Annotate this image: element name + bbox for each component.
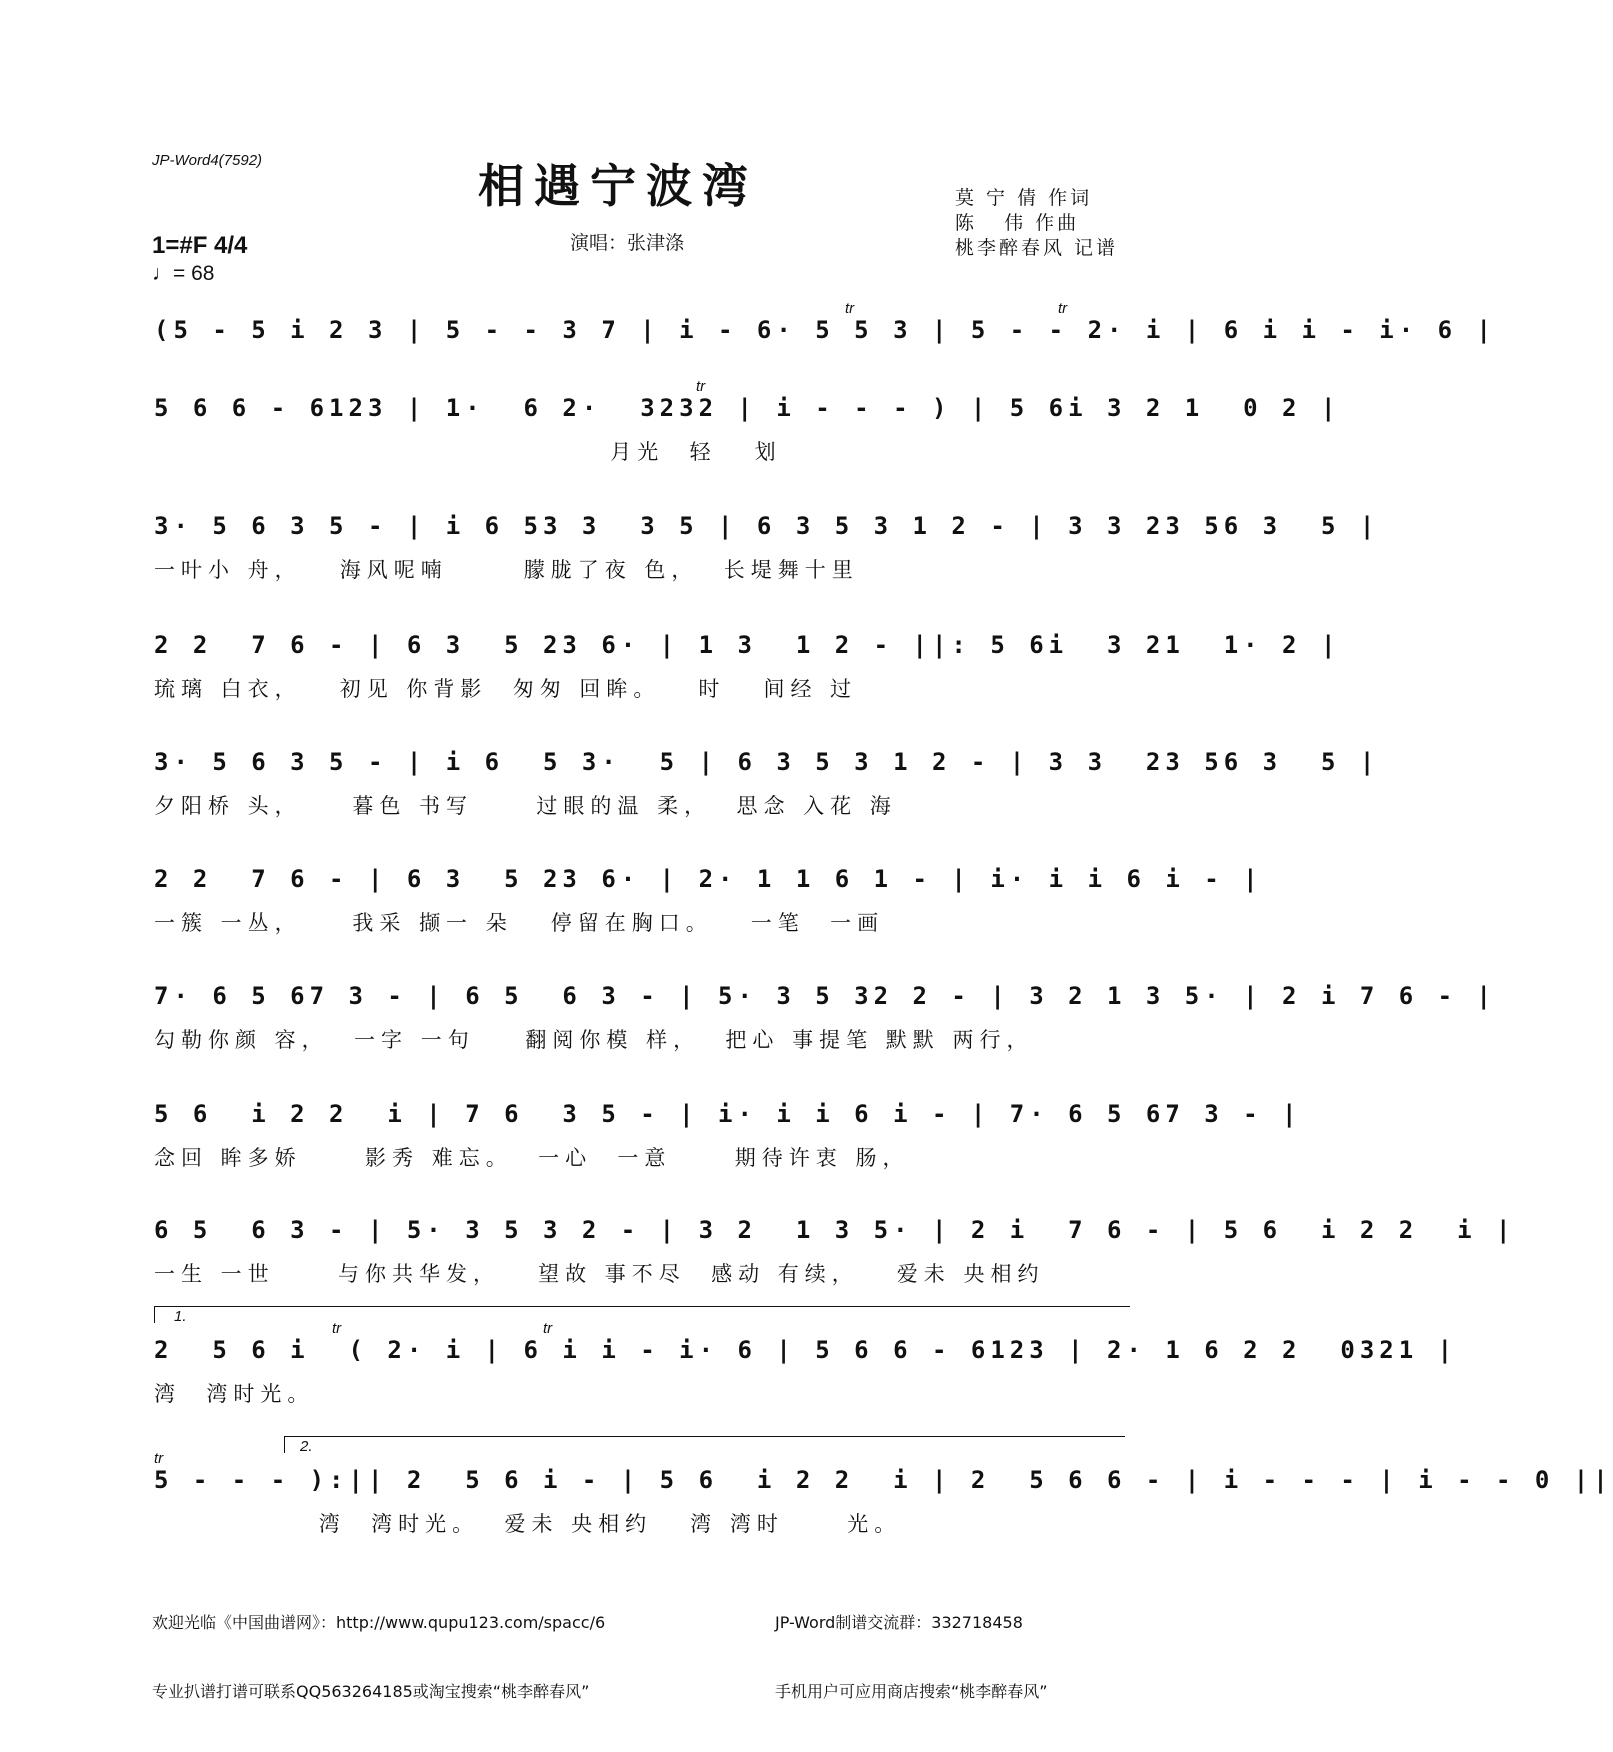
singer-credit: 演唱：张津涤 [570,232,685,254]
software-label: JP-Word4(7592) [152,152,263,169]
trill-mark: tr [696,378,706,395]
second-ending-label: 2. [300,1438,313,1455]
notation-line: 7· 6 5 67 3 - | 6 5 6 3 - | 5· 3 5 32 2 - | 3 2 1 3 5· | 2 i 7 6 - | [154,982,1496,1010]
lyric-line: 念回 眸多娇 影秀 难忘。 一心 一意 期待许衷 肠， [154,1146,910,1170]
lyric-line: 勾勒你颜 容， 一字 一句 翻阅你模 样， 把心 事提笔 默默 两行， [154,1028,1034,1052]
footer-line: JP-Word制谱交流群：332718458 [775,1613,1023,1632]
trill-mark: tr [1058,300,1068,317]
trill-mark: tr [154,1450,164,1467]
notation-line: 3· 5 6 3 5 - | i 6 5 3· 5 | 6 3 5 3 1 2 - | 3 3 23 56 3 5 | [154,748,1380,776]
song-title: 相遇宁波湾 [478,159,758,213]
key-signature: 1=#F 4/4 [152,232,248,259]
lyric-line: 月光 轻 划 [154,440,782,464]
transcriber-credit: 桃李醉春风 记谱 [955,237,1119,259]
notation-line: 2 5 6 i ( 2· i | 6 i i - i· 6 | 5 6 6 - 6123 | 2· 1 6 2 2 0321 | [154,1336,1458,1364]
notation-line: 2 2 7 6 - | 6 3 5 23 6· | 1 3 1 2 - ||: 5 6i 3 21 1· 2 | [154,631,1341,659]
notation-line: 5 6 6 - 6123 | 1· 6 2· 3232 | i - - - ) | 5 6i 3 2 1 0 2 | [154,394,1341,422]
lyric-line: 一生 一世 与你共华发， 望故 事不尽 感动 有续， 爱未 央相约 [154,1262,1045,1286]
notation-line: 2 2 7 6 - | 6 3 5 23 6· | 2· 1 1 6 1 - | i· i i 6 i - | [154,865,1263,893]
footer-group [775,1565,1048,1726]
lyric-line: 夕阳桥 头， 暮色 书写 过眼的温 柔， 思念 入花 海 [154,794,897,818]
first-ending-bracket [154,1306,1130,1323]
notation-line: 5 6 i 2 2 i | 7 6 3 5 - | i· i i 6 i - | 7· 6 5 67 3 - | [154,1100,1302,1128]
lyric-line: 湾 湾时光。 [154,1382,315,1406]
footer-line: 专业扒谱打谱可联系QQ563264185或淘宝搜索“桃李醉春风” [152,1682,590,1701]
trill-mark: tr [543,1320,553,1337]
footer-line: 手机用户可应用商店搜索“桃李醉春风” [775,1682,1048,1701]
trill-mark: tr [332,1320,342,1337]
lyric-line: 一叶小 舟， 海风呢喃 朦胧了夜 色， 长堤舞十里 [154,558,859,582]
tempo-marking: ♩= 68 [152,262,215,285]
first-ending-label: 1. [174,1308,187,1325]
lyricist-credit: 莫 宁 倩 作词 [955,187,1093,209]
trill-mark: tr [845,300,855,317]
footer-line: 欢迎光临《中国曲谱网》：http://www.qupu123.com/spacc/6 [152,1613,606,1632]
lyric-line: 琉璃 白衣， 初见 你背影 匆匆 回眸。 时 间经 过 [154,677,858,701]
lyric-line: 一簇 一丛， 我采 撷一 朵 停留在胸口。 一笔 一画 [154,911,885,935]
footer-website [152,1565,605,1726]
composer-credit: 陈 伟 作曲 [955,212,1080,234]
notation-line: (5 - 5 i 2 3 | 5 - - 3 7 | i - 6· 5 5 3 | 5 - - 2· i | 6 i i - i· 6 | [154,316,1496,344]
second-ending-bracket [284,1436,1125,1453]
notation-line: 3· 5 6 3 5 - | i 6 53 3 3 5 | 6 3 5 3 1 2 - | 3 3 23 56 3 5 | [154,512,1380,540]
lyric-line: 湾 湾时光。 爱未 央相约 湾 湾时 光。 [154,1512,902,1536]
notation-line: 5 - - - ):|| 2 5 6 i - | 5 6 i 2 2 i | 2 5 6 6 - | i - - - | i - - 0 || [154,1466,1613,1494]
notation-line: 6 5 6 3 - | 5· 3 5 3 2 - | 3 2 1 3 5· | 2 i 7 6 - | 5 6 i 2 2 i | [154,1216,1516,1244]
